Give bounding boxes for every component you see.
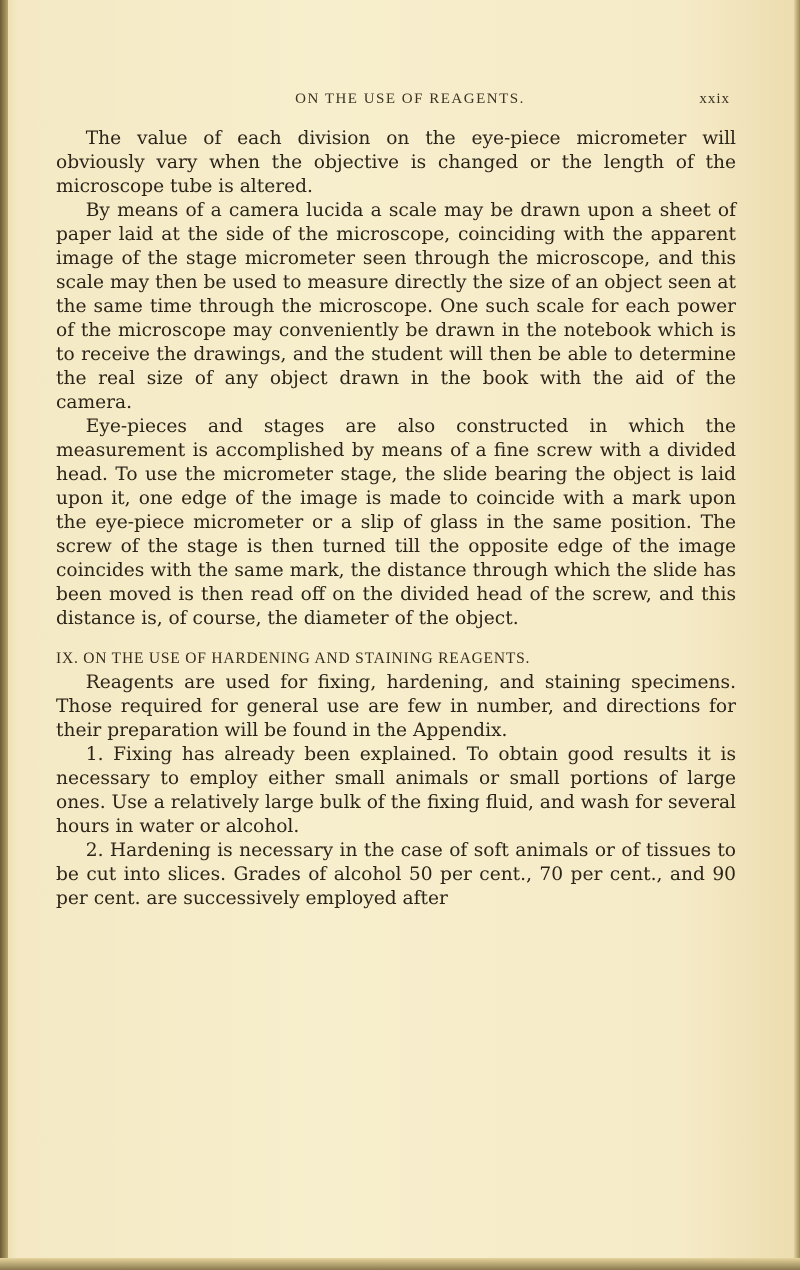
page-right-edge (794, 0, 800, 1270)
page-binding-edge (0, 0, 8, 1270)
section-heading: IX. ON THE USE OF HARDENING AND STAINING REAGENTS. (56, 650, 531, 667)
page-number: xxix (699, 91, 730, 107)
paragraph-reagents-intro: Reagents are used for fixing, hardening, and staining specimens. Those required for general use are few in number, and directions for their preparation will be found in the Appendix. (56, 672, 736, 741)
page-bottom-edge (0, 1258, 800, 1270)
paragraph-micrometer-value: The value of each division on the eye-piece micrometer will obviously vary when the objective is changed or the length of the microscope tube is altered. (56, 128, 736, 197)
body-text (56, 127, 736, 911)
running-head (90, 91, 730, 113)
paragraph-screw-micrometer: Eye-pieces and stages are also constructed in which the measurement is accomplished by means of a fine screw with a divided head. To use the micrometer stage, the slide bearing the object is laid upon it, one edge of the image is made to coincide with a mark upon the eye-piece micrometer or a slip of glass in the same position. The screw of the stage is then turned till the opposite edge of the image coincides with the same mark, the distance through which the slide has been moved is then read off on the divided head of the screw, and this distance is, of course, the diameter of the object. (56, 416, 736, 629)
paragraph-hardening: 2. Hardening is necessary in the case of soft animals or of tissues to be cut into slices. Grades of alcohol 50 per cent., 70 per cent., and 90 per cent. are successively employed after (56, 840, 736, 909)
paragraph-camera-lucida: By means of a camera lucida a scale may be drawn upon a sheet of paper laid at the side of the microscope, coinciding with the apparent image of the stage micrometer seen through the microscope, and this scale may then be used to measure directly the size of an object seen at the same time through the microscope. One such scale for each power of the microscope may conveniently be drawn in the notebook which is to receive the drawings, and the student will then be able to determine the real size of any object drawn in the book with the aid of the camera. (56, 200, 736, 413)
running-head-title: ON THE USE OF REAGENTS. (295, 91, 525, 107)
paragraph-fixing: 1. Fixing has already been explained. To obtain good results it is necessary to employ either small animals or small portions of large ones. Use a relatively large bulk of the fixing fluid, and wash for several hours in water or alcohol. (56, 744, 736, 837)
